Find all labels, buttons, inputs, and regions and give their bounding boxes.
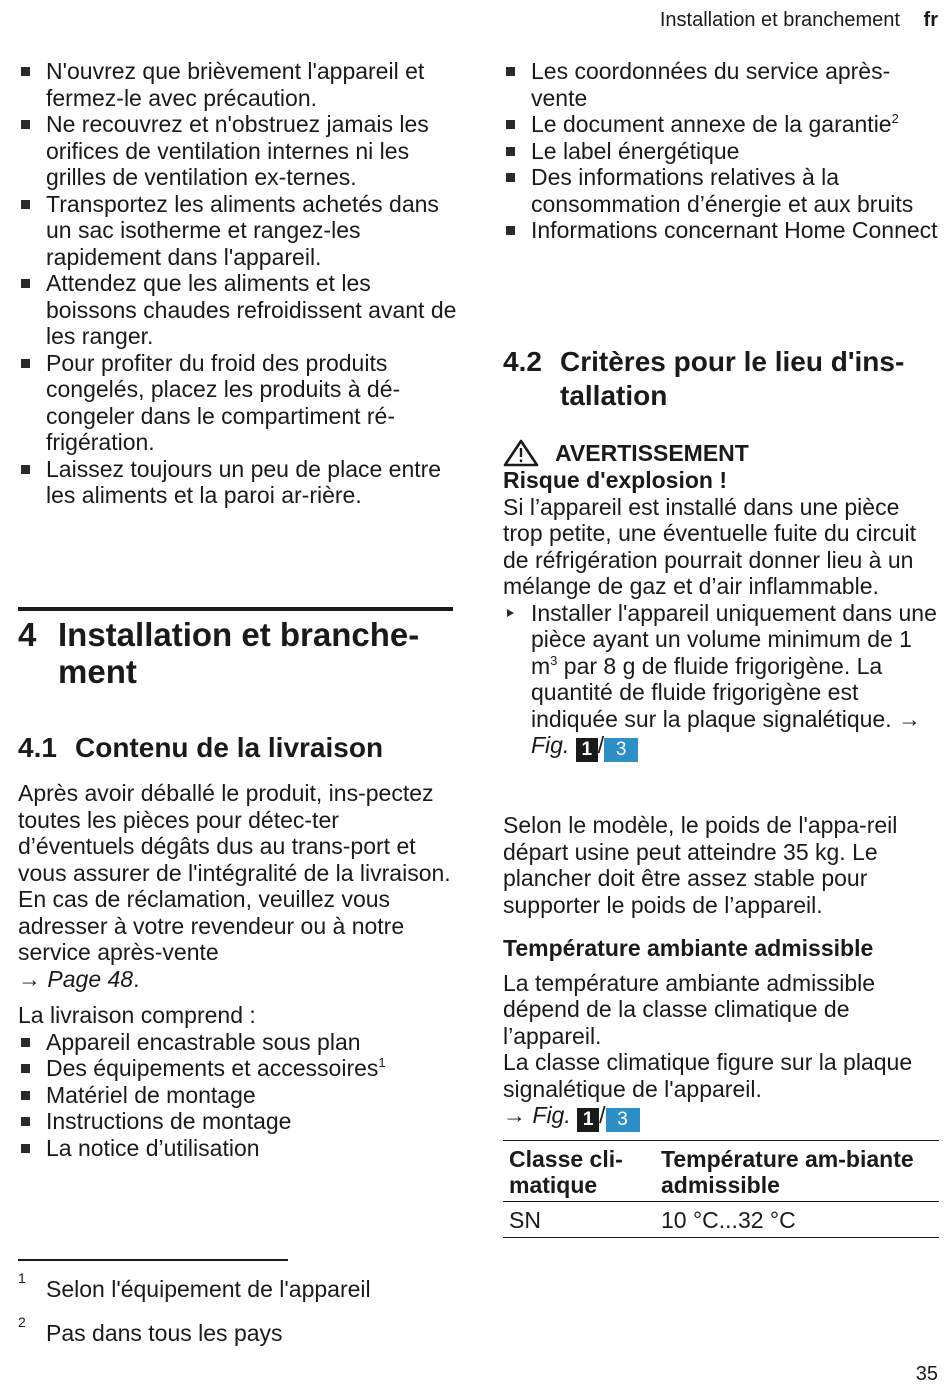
list-item: Transportez les aliments achetés dans un sac isotherme et rangez-les rapidement dans l'appareil. <box>18 191 458 271</box>
table-header-temperature: Température am-biante admissible <box>655 1141 939 1202</box>
section-number: 4.2 <box>503 346 542 377</box>
list-item: Le label énergétique <box>503 138 943 165</box>
warning-block <box>503 439 943 762</box>
page-number: 35 <box>915 1363 938 1385</box>
section-4-2-heading <box>503 345 943 413</box>
delivery-list <box>18 1029 458 1162</box>
warning-triangle-icon <box>503 439 539 467</box>
action-text: Installer l'appareil uniquement dans une pièce ayant un volume minimum de 1 m <box>531 599 937 679</box>
claims-text: En cas de réclamation, veuillez vous adresser à votre revendeur ou à notre service après-vente <box>18 886 405 965</box>
ambient-temperature-p1: La température ambiante admissible dépend de la classe climatique de l’appareil. <box>503 969 876 1049</box>
figure-reference: → Fig. 1 / 3 <box>503 1102 943 1132</box>
ambient-temperature-block <box>503 935 943 1238</box>
list-item-text: Le document annexe de la garantie <box>531 111 892 137</box>
chapter-heading <box>18 616 458 690</box>
table-cell-class: SN <box>503 1202 655 1238</box>
section-4-1-body <box>18 780 458 1161</box>
table-header-climate-class: Classe cli-matique <box>503 1141 655 1202</box>
action-text-continued: par 8 g de fluide frigorigène. La quantité de fluide frigorigène est indiquée sur la plaque signalétique. <box>531 652 892 732</box>
figure-ref-1[interactable]: 1 <box>577 1108 599 1132</box>
list-item: Ne recouvrez et n'obstruez jamais les orifices de ventilation internes ni les grilles de ventilation ex-ternes. <box>18 111 458 191</box>
delivery-lead: La livraison comprend : <box>18 1002 256 1028</box>
list-item: Les coordonnées du service après-vente <box>503 58 943 111</box>
figure-label: Fig. <box>531 732 570 758</box>
weight-paragraph-block <box>503 812 943 918</box>
footnote <box>18 1270 371 1303</box>
inspection-paragraph: Après avoir déballé le produit, ins-pectez toutes les pièces pour détec-ter d’éventuels dégâts dus au trans-port et vous assurer de l'intégralité de la livraison. <box>18 780 451 886</box>
table-row <box>503 1202 939 1238</box>
footnote <box>18 1314 283 1347</box>
tips-list-block <box>18 58 458 509</box>
warning-heading <box>503 439 943 467</box>
figure-label: Fig. <box>532 1102 571 1128</box>
footnote-marker: 1 <box>378 1055 386 1070</box>
ambient-temperature-p2: La classe climatique figure sur la plaque signalétique de l'appareil. <box>503 1049 913 1102</box>
list-item: Pour profiter du froid des produits congelés, placez les produits à dé-congeler dans le compartiment ré-frigération. <box>18 350 458 456</box>
header-language: fr <box>923 9 938 31</box>
list-item: Des informations relatives à la consommation d’énergie et aux bruits <box>503 164 943 217</box>
tips-list <box>18 58 458 509</box>
section-4-1-heading <box>18 731 458 765</box>
figure-ref-3[interactable]: 3 <box>604 738 638 762</box>
footnote-marker: 2 <box>891 111 899 126</box>
chapter-title: Installation et branche-ment <box>58 616 420 690</box>
weight-paragraph: Selon le modèle, le poids de l'appa-reil départ usine peut atteindre 35 kg. Le plancher doit être assez stable pour supporter le poids de l’appareil. <box>503 812 898 918</box>
warning-label: AVERTISSEMENT <box>555 439 749 466</box>
list-item-text: Des équipements et accessoires <box>46 1055 379 1081</box>
page-reference-link[interactable]: Page 48 <box>47 965 134 992</box>
running-header <box>660 9 938 32</box>
list-item: La notice d’utilisation <box>18 1135 458 1162</box>
chapter-number: 4 <box>18 616 37 653</box>
list-item: Matériel de montage <box>18 1082 458 1109</box>
list-item: Laissez toujours un peu de place entre les aliments et la paroi ar-rière. <box>18 456 458 509</box>
list-item: N'ouvrez que brièvement l'appareil et fermez-le avec précaution. <box>18 58 458 111</box>
figure-ref-1[interactable]: 1 <box>576 738 598 762</box>
footnote-number: 1 <box>18 1270 26 1286</box>
delivery-list-continued <box>503 58 943 244</box>
footnote-number: 2 <box>18 1314 26 1330</box>
header-section: Installation et branchement <box>659 9 900 31</box>
list-item <box>503 111 943 138</box>
section-number: 4.1 <box>18 732 57 763</box>
delivery-list-continued-block <box>503 58 943 244</box>
list-item: Instructions de montage <box>18 1108 458 1135</box>
arrow-right-icon: → <box>18 965 41 992</box>
list-item: Informations concernant Home Connect <box>503 217 943 244</box>
warning-text: Si l’appareil est installé dans une pièce trop petite, une éventuelle fuite du circuit de réfrigération pourrait donner lieu à un mélange de gaz et d’air inflammable. <box>503 493 916 599</box>
footnote-text: Pas dans tous les pays <box>46 1320 283 1346</box>
list-item <box>18 1055 458 1082</box>
climate-class-table <box>503 1140 939 1238</box>
list-item: Attendez que les aliments et les boissons chaudes refroidissent avant de les ranger. <box>18 270 458 350</box>
footnote-text: Selon l'équipement de l'appareil <box>46 1276 371 1302</box>
action-item: Installer l'appareil uniquement dans une pièce ayant un volume minimum de 1 $m^3$ par 8 g de fluide frigorigène. La quantité de fluide frigorigène est indiquée sur la plaque signalétique. → Fig. 1 / 3 <box>503 600 943 763</box>
arrow-right-icon: → <box>503 1102 526 1128</box>
table-cell-temperature: 10 °C...32 °C <box>655 1202 939 1238</box>
section-title: Critères pour le lieu d'ins-tallation <box>560 346 905 411</box>
section-title: Contenu de la livraison <box>75 732 384 763</box>
warning-actions <box>503 600 943 763</box>
superscript: 3 <box>550 652 558 668</box>
chapter-rule <box>18 607 453 611</box>
footnote-rule <box>18 1259 288 1261</box>
warning-risk: Risque d'explosion ! <box>503 467 727 493</box>
table-header-row <box>503 1141 939 1202</box>
list-item: Appareil encastrable sous plan <box>18 1029 458 1056</box>
claims-paragraph: En cas de réclamation, veuillez vous adresser à votre revendeur ou à notre service après-vente → Page 48. <box>18 886 405 992</box>
arrow-right-icon: → <box>898 705 921 732</box>
figure-ref-3[interactable]: 3 <box>606 1108 640 1132</box>
ambient-temperature-heading: Température ambiante admissible <box>503 935 874 961</box>
